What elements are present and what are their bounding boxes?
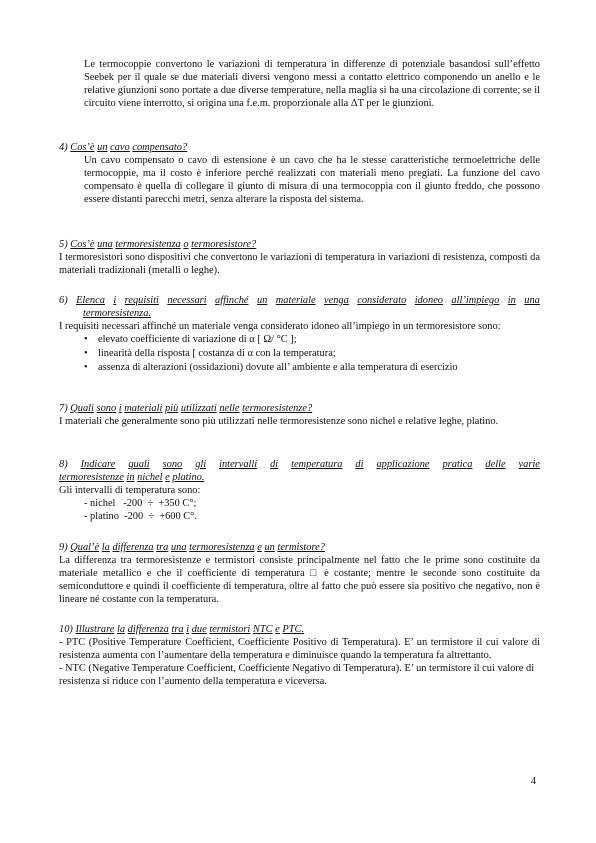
- heading-word: cavo: [110, 142, 130, 153]
- heading-word: termoresistenze?: [242, 403, 313, 414]
- heading-word: i: [118, 403, 122, 414]
- heading-word: due: [191, 624, 207, 635]
- heading-word: quali: [128, 459, 150, 470]
- question-4-heading: [59, 141, 540, 154]
- heading-word: platino.: [172, 472, 205, 484]
- heading-word: nichel: [137, 472, 163, 484]
- heading-word: Cos’è: [70, 142, 95, 153]
- question-8-heading-cont: [59, 471, 540, 484]
- intro-paragraph: Le termocoppie convertono le variazioni di temperatura in differenze di potenziale basandosi sull’effetto Seebek per il quale se due materiali diversi vengono messi a contatto elettrico componendo un anello e le relative giunzioni sono portate a due diverse temperature, nella maglia si ha una circolazione di corrente; se il circuito viene interrotto, si origina una f.e.m. proporzionale alla ΔT per le giunzioni.: [84, 59, 540, 110]
- heading-word: necessari: [167, 295, 207, 306]
- heading-word: NTC: [252, 624, 273, 635]
- heading-word: differenza: [127, 624, 169, 635]
- heading-word: sono: [162, 459, 183, 470]
- heading-word: all’impiego: [451, 295, 500, 306]
- list-item: • assenza di alterazioni (ossidazioni) dovute all’ ambiente e alla temperatura di esercizio: [84, 361, 540, 374]
- heading-word: venga: [324, 295, 349, 306]
- heading-word: Indicare: [80, 459, 116, 470]
- heading-word: materiali: [124, 403, 163, 414]
- heading-word: materiale: [275, 295, 316, 306]
- heading-word: idoneo: [414, 295, 443, 306]
- question-number: 4): [59, 142, 68, 153]
- heading-word: un: [256, 295, 268, 306]
- heading-word: varie: [518, 459, 540, 470]
- heading-word: più: [165, 403, 179, 414]
- heading-word: considerato: [357, 295, 407, 306]
- question-4: [59, 141, 540, 206]
- heading-word: una: [170, 542, 187, 553]
- heading-word: Elenca: [76, 295, 105, 306]
- heading-word: un: [97, 142, 108, 153]
- question-number: 10): [59, 624, 73, 635]
- page-number: 4: [531, 776, 536, 787]
- heading-word: Qual’è: [70, 542, 100, 553]
- question-9-answer: La differenza tra termoresistenze e termistori consiste principalmente nel fatto che le prime sono costituite da materiale metallico e che il coefficiente di temperatura □ è costante; mentre le seconde sono costituite da semiconduttore e quindi il coefficiente di temperatura, oltre al fatto che può essere sia positivo che negativo, non è lineare né costante con la temperatura.: [59, 555, 540, 606]
- heading-word: termistore?: [277, 542, 325, 553]
- requirements-list: [84, 333, 540, 374]
- question-7-answer: I materiali che generalmente sono più utilizzati nelle termoresistenze sono nichel e relative leghe, platino.: [59, 416, 499, 428]
- question-number: 8): [59, 459, 68, 470]
- heading-word: i: [113, 295, 117, 306]
- range-platinum: - platino -200 ÷ +600 C°.: [84, 511, 197, 523]
- question-8-answer: Gli intervalli di temperatura sono:: [59, 485, 201, 497]
- question-number: 6): [59, 295, 68, 306]
- heading-word: termoresistore?: [191, 239, 257, 250]
- heading-word: applicazione: [376, 459, 430, 470]
- heading-word: intervalli: [219, 459, 258, 470]
- heading-word: PTC.: [282, 624, 305, 635]
- heading-word: Quali: [70, 403, 94, 414]
- heading-word: Cos’è: [70, 239, 95, 250]
- question-10-heading: [59, 623, 540, 636]
- heading-word: affinché: [215, 295, 249, 306]
- heading-word: e: [275, 624, 280, 635]
- heading-word: un: [264, 542, 275, 553]
- question-number: 7): [59, 403, 68, 414]
- heading-word: delle: [485, 459, 506, 470]
- question-number: 5): [59, 239, 68, 250]
- heading-word: e: [257, 542, 262, 553]
- question-9-heading: [59, 541, 540, 554]
- question-9: [59, 541, 540, 606]
- question-6-heading: [59, 294, 540, 320]
- heading-word: in: [507, 295, 516, 306]
- heading-word: pratica: [442, 459, 473, 470]
- list-item: • elevato coefficiente di variazione di α [ Ω/ °C ];: [84, 333, 540, 346]
- heading-word: una: [97, 239, 113, 250]
- heading-word: gli: [195, 459, 207, 470]
- question-5-answer: I termoresistori sono dispositivi che convertono le variazioni di temperatura in variazioni di resistenza, composti da materiali tradizionali (metalli o leghe).: [59, 252, 540, 277]
- heading-word: una: [524, 295, 540, 306]
- question-5-heading: [59, 238, 540, 251]
- heading-word: in: [126, 472, 135, 484]
- heading-word: utilizzati: [180, 403, 217, 414]
- question-6: [59, 294, 540, 376]
- heading-word: differenza: [112, 542, 154, 553]
- heading-word: Illustrare: [75, 624, 115, 635]
- heading-word: termistori: [209, 624, 251, 635]
- heading-word: termoresistenza: [189, 542, 255, 553]
- question-7: [59, 402, 540, 428]
- heading-word: nelle: [219, 403, 240, 414]
- range-nickel: - nichel -200 ÷ +350 C°;: [84, 498, 197, 510]
- question-number: 9): [59, 542, 68, 553]
- question-8-heading: [59, 458, 540, 471]
- heading-word: tra: [156, 542, 169, 553]
- question-4-answer: Un cavo compensato o cavo di estensione è un cavo che ha le stesse caratteristiche termoelettriche delle termocoppie, ma il costo è inferiore perché realizzati con materiali meno pregiati. La funzione del cavo compensato è quella di collegare il giunto di misura di una termocoppia con il giunto freddo, che possono essere distanti parecchi metri, senza alterare la risposta del sistema.: [84, 155, 540, 206]
- question-5: [59, 238, 540, 277]
- heading-word: sono: [96, 403, 117, 414]
- heading-word: o: [183, 239, 189, 250]
- heading-word: di: [355, 459, 364, 470]
- list-item: • linearità della risposta [ costanza di α con la temperatura;: [84, 347, 540, 360]
- question-10: [59, 623, 540, 688]
- heading-word: i: [186, 624, 190, 635]
- heading-word: termoresistenze: [59, 472, 124, 484]
- question-7-heading: [59, 402, 540, 415]
- heading-word: tra: [171, 624, 184, 635]
- heading-word: temperatura: [291, 459, 343, 470]
- heading-word: la: [116, 624, 126, 635]
- heading-word: termoresistenza.: [83, 308, 152, 320]
- question-8: [59, 458, 540, 523]
- question-10-ntc: - NTC (Negative Temperature Coefficient, Coefficiente Negativo di Temperatura). E’ un termistore il cui valore di resistenza si riduce con l’aumento della temperatura e viceversa.: [59, 663, 535, 688]
- question-6-answer: I requisiti necessari affinché un materiale venga considerato idoneo all’impiego in un termoresistore sono:: [59, 321, 501, 333]
- heading-word: requisiti: [124, 295, 159, 306]
- heading-word: e: [165, 472, 170, 484]
- heading-word: di: [270, 459, 279, 470]
- heading-word: compensato?: [132, 142, 188, 153]
- heading-word: la: [101, 542, 110, 553]
- question-10-ptc: - PTC (Positive Temperature Coefficient, Coefficiente Positivo di Temperatura). E’ un termistore il cui valore di resistenza aumenta con l’aumentare della temperatura e diminuisce quando la temperatura fa altrettanto.: [59, 637, 540, 662]
- heading-word: termoresistenza: [115, 239, 181, 250]
